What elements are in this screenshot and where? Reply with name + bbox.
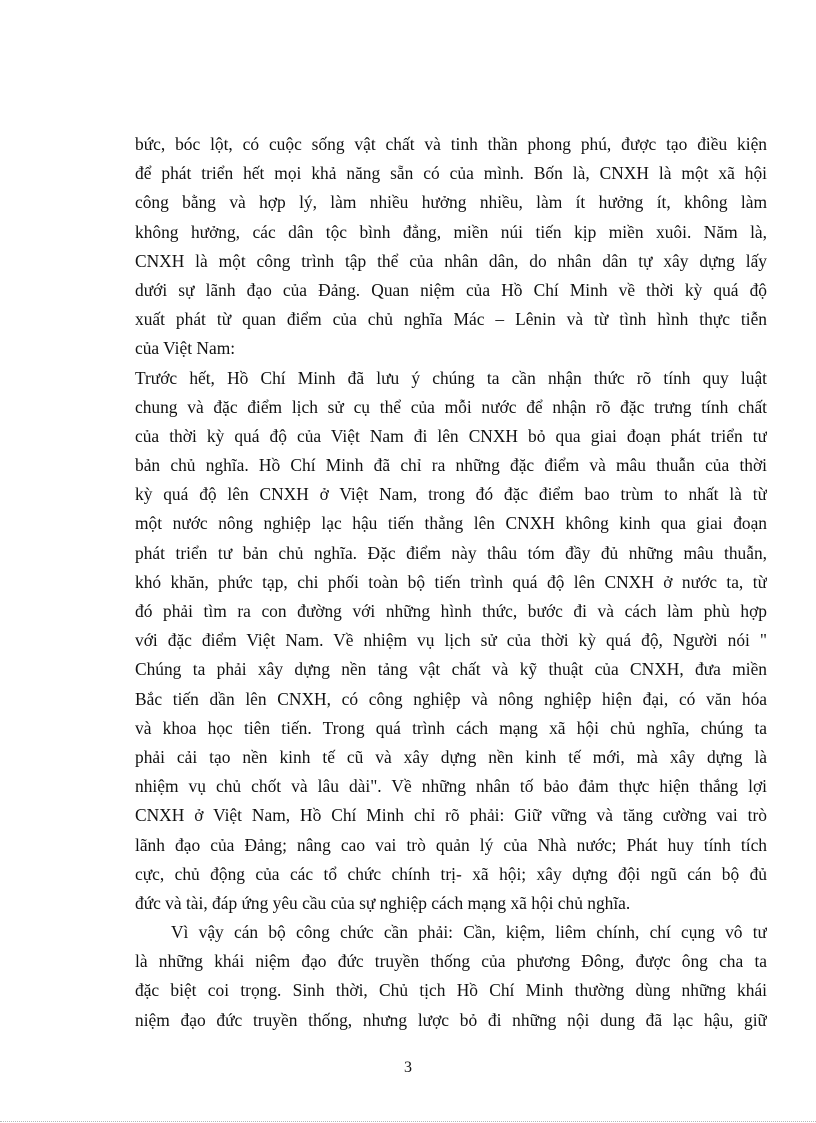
text-line: đó phải tìm ra con đường với những hình thức, bước đi và cách làm phù hợp — [135, 601, 767, 621]
text-line: phải cải tạo nền kinh tế cũ và xây dựng nền kinh tế mới, mà xây dựng là — [135, 746, 767, 767]
text-line: với đặc điểm Việt Nam. Về nhiệm vụ lịch sử của thời kỳ quá độ, Người nói " — [135, 630, 767, 651]
page-bottom-divider — [0, 1121, 816, 1122]
text-line: dưới sự lãnh đạo của Đảng. Quan niệm của Hồ Chí Minh về thời kỳ quá độ — [135, 279, 767, 300]
text-line: chung và đặc điểm lịch sử cụ thể của mỗi nước để nhận rõ đặc trưng tính chất — [135, 396, 767, 417]
text-line: cực, chủ động của các tổ chức chính trị- xã hội; xây dựng đội ngũ cán bộ đủ — [135, 863, 767, 884]
text-line: xuất phát từ quan điểm của chủ nghĩa Mác – Lênin và từ tình hình thực tiễn — [135, 309, 767, 330]
text-line: phát triển tư bản chủ nghĩa. Đặc điểm này thâu tóm đầy đủ những mâu thuẫn, — [135, 542, 767, 563]
text-line: không hưởng, các dân tộc bình đẳng, miền núi tiến kịp miền xuôi. Năm là, — [135, 221, 767, 242]
text-line: kỳ quá độ lên CNXH ở Việt Nam, trong đó đặc điểm bao trùm to nhất là từ — [135, 484, 767, 505]
text-line: là những khái niệm đạo đức truyền thống của phương Đông, được ông cha ta — [135, 951, 767, 972]
text-line: Chúng ta phải xây dựng nền tảng vật chất và kỹ thuật của CNXH, đưa miền — [135, 659, 767, 680]
paragraph-first-line: Vì vậy cán bộ công chức cần phải: Cần, kiệm, liêm chính, chí cụng vô tư — [171, 922, 767, 943]
text-line: Bắc tiến dần lên CNXH, có công nghiệp và nông nghiệp hiện đại, có văn hóa — [135, 688, 767, 709]
text-line: nhiệm vụ chủ chốt và lâu dài". Về những nhân tố bảo đảm thực hiện thắng lợi — [135, 776, 767, 797]
text-line: CNXH ở Việt Nam, Hồ Chí Minh chỉ rõ phải: Giữ vững và tăng cường vai trò — [135, 805, 767, 826]
text-line: đặc biệt coi trọng. Sinh thời, Chủ tịch Hồ Chí Minh thường dùng những khái — [135, 980, 767, 1001]
text-line: công bằng và hợp lý, làm nhiều hưởng nhiều, làm ít hưởng ít, không làm — [135, 192, 767, 213]
text-line: CNXH là một công trình tập thể của nhân dân, do nhân dân tự xây dựng lấy — [135, 250, 767, 271]
text-line: khó khăn, phức tạp, chi phối toàn bộ tiến trình quá độ lên CNXH ở nước ta, từ — [135, 571, 767, 592]
text-line: Trước hết, Hồ Chí Minh đã lưu ý chúng ta cần nhận thức rõ tính quy luật — [135, 367, 767, 388]
page-number: 3 — [404, 1059, 412, 1076]
text-line: của Việt Nam: — [135, 338, 236, 359]
text-line: bản chủ nghĩa. Hồ Chí Minh đã chỉ ra những đặc điểm và mâu thuẫn của thời — [135, 455, 767, 476]
text-line: để phát triển hết mọi khả năng sẵn có của mình. Bốn là, CNXH là một xã hội — [135, 163, 767, 184]
text-line: niệm đạo đức truyền thống, nhưng lược bỏ đi những nội dung đã lạc hậu, giữ — [135, 1009, 767, 1030]
text-line: và khoa học tiên tiến. Trong quá trình cách mạng xã hội chủ nghĩa, chúng ta — [135, 717, 767, 738]
body-text — [135, 130, 767, 1035]
text-line: lãnh đạo của Đảng; nâng cao vai trò quản lý của Nhà nước; Phát huy tính tích — [135, 834, 767, 855]
text-line: một nước nông nghiệp lạc hậu tiến thẳng lên CNXH không kinh qua giai đoạn — [135, 513, 767, 534]
text-line: của thời kỳ quá độ của Việt Nam đi lên CNXH bỏ qua giai đoạn phát triển tư — [135, 425, 767, 446]
text-line: bức, bóc lột, có cuộc sống vật chất và tinh thần phong phú, được tạo điều kiện — [135, 134, 767, 154]
text-line: đức và tài, đáp ứng yêu cầu của sự nghiệp cách mạng xã hội chủ nghĩa. — [135, 892, 631, 913]
